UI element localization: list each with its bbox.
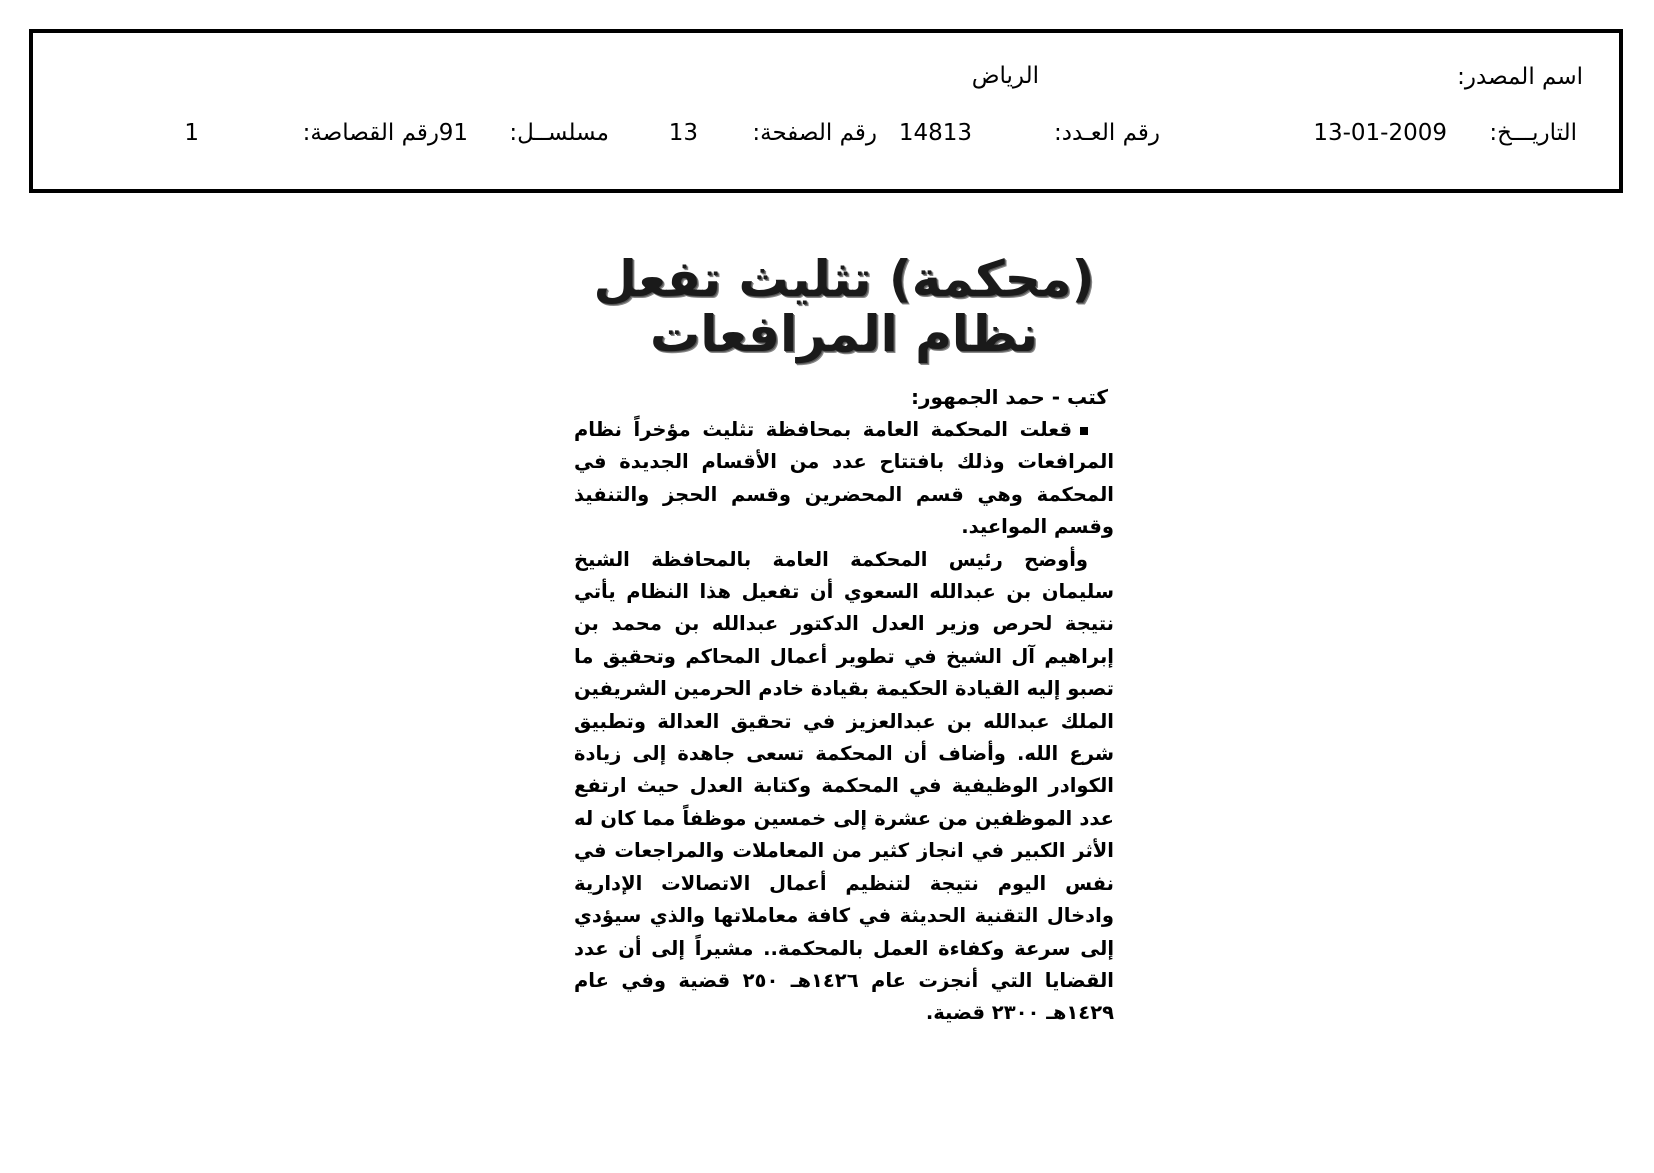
clip-label: رقم القصاصة: bbox=[302, 120, 439, 146]
article-headline: (محكمة) تثليث تفعل نظام المرافعات bbox=[593, 250, 1095, 363]
page-label: رقم الصفحة: bbox=[752, 120, 877, 146]
date-label: التاريـــخ: bbox=[1489, 120, 1577, 146]
metadata-header-box bbox=[29, 29, 1623, 193]
source-label: اسم المصدر: bbox=[1457, 64, 1583, 90]
issue-label: رقم العـدد: bbox=[1053, 120, 1160, 146]
page-value: 13 bbox=[668, 120, 698, 146]
article-paragraph-1: قعلت المحكمة العامة بمحافظة تثليث مؤخراً نظام المرافعات وذلك بافتتاح عدد من الأقسام الجديدة في المحكمة وهي قسم المحضرين وقسم الحجز والتنفيذ وقسم المواعيد. bbox=[574, 418, 1114, 539]
article-byline: كتب - حمد الجمهور: bbox=[911, 385, 1108, 409]
source-value: الرياض bbox=[971, 63, 1039, 89]
bullet-icon bbox=[1080, 427, 1088, 435]
issue-value: 14813 bbox=[898, 120, 972, 146]
date-value: 13-01-2009 bbox=[1313, 120, 1447, 146]
clip-value: 1 bbox=[184, 120, 199, 146]
article-body bbox=[574, 414, 1114, 1030]
serial-label: مسلســل: bbox=[509, 120, 609, 146]
serial-value: 91 bbox=[438, 120, 468, 146]
article-paragraph-2: وأوضح رئيس المحكمة العامة بالمحافظة الشيخ سليمان بن عبدالله السعوي أن تفعيل هذا النظام يأتي نتيجة لحرص وزير العدل الدكتور عبدالله بن محمد بن إبراهيم آل الشيخ في تطوير أعمال المحاكم وتحقيق ما تصبو إليه القيادة الحكيمة بقيادة خادم الحرمين الشريفين الملك عبدالله بن عبدالعزيز في تحقيق العدالة وتطبيق شرع الله. وأضاف أن المحكمة تسعى جاهدة إلى زيادة الكوادر الوظيفية في المحكمة وكتابة العدل حيث ارتفع عدد الموظفين من عشرة إلى خمسين موظفاً مما كان له الأثر الكبير في انجاز كثير من المعاملات والمراجعات في نفس اليوم نتيجة لتنظيم أعمال الاتصالات الإدارية وادخال التقنية الحديثة في كافة معاملاتها والذي سيؤدي إلى سرعة وكفاءة العمل بالمحكمة.. مشيراً إلى أن عدد القضايا التي أنجزت عام ١٤٢٦هـ ٢٥٠ قضية وفي عام ١٤٢٩هـ ٢٣٠٠ قضية. bbox=[574, 547, 1114, 1025]
newspaper-clipping bbox=[574, 240, 1114, 1060]
